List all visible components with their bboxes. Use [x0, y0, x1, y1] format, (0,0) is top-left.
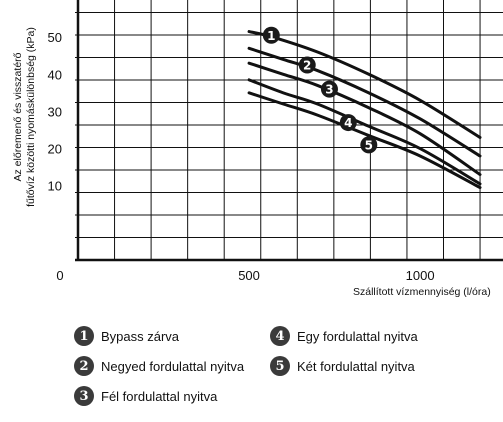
legend-item-3	[74, 385, 217, 407]
legend-badge-1: 1	[74, 326, 94, 346]
legend-item-5	[270, 355, 415, 377]
x-tick-label: 1000	[405, 268, 435, 283]
y-tick-label: 30	[47, 104, 62, 120]
y-tick-label: 10	[47, 178, 62, 194]
legend-badge-2: 2	[74, 356, 94, 376]
curve-marker-label-5: 5	[364, 138, 373, 153]
legend-item-4	[270, 325, 418, 347]
legend-badge-4: 4	[270, 326, 290, 346]
legend-label-2: Negyed fordulattal nyitva	[101, 358, 245, 374]
curve-marker-label-3: 3	[325, 82, 334, 97]
y-tick-label: 20	[47, 141, 62, 157]
legend-label-5: Két fordulattal nyitva	[297, 358, 415, 374]
legend-badge-5: 5	[270, 356, 290, 376]
legend-label-1: Bypass zárva	[101, 328, 180, 344]
legend-label-3: Fél fordulattal nyitva	[101, 388, 218, 404]
curve-marker-label-4: 4	[344, 116, 353, 131]
curve-marker-label-2: 2	[303, 58, 312, 73]
x-tick-label: 0	[56, 268, 64, 283]
legend-badge-3: 3	[74, 386, 94, 406]
x-axis-label: Szállított vízmennyiség (l/óra)	[353, 286, 491, 298]
series-line-1	[249, 32, 480, 138]
x-tick-label: 500	[238, 268, 260, 283]
legend-label-4: Egy fordulattal nyitva	[297, 328, 418, 344]
y-axis-label-line2: fűtővíz közötti nyomáskülönbség (kPa)	[25, 27, 37, 207]
legend-item-1	[74, 325, 179, 347]
curve-marker-label-1: 1	[267, 28, 276, 43]
y-tick-label: 40	[47, 67, 62, 83]
y-tick-label: 50	[47, 30, 62, 46]
y-axis-label-line1: Az előremenő és visszatérő	[12, 52, 24, 182]
legend-item-2	[74, 355, 244, 377]
